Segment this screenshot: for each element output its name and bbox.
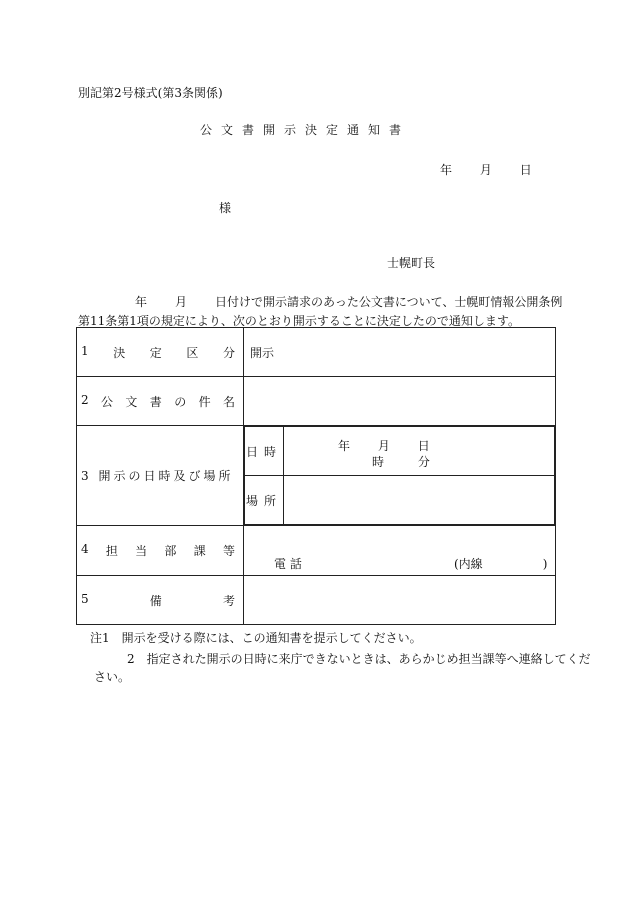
decision-value: 開示 — [244, 328, 556, 377]
table-row-document-title — [77, 377, 556, 426]
row-label-document-title — [77, 377, 244, 426]
date-month-label: 月 — [479, 163, 492, 177]
row-label-datetime-place: 3 開示の日時及び場所 — [77, 426, 244, 526]
note-2: 2 指定された開示の日時に来庁できないときは、あらかじめ担当課等へ連絡してくだ — [127, 652, 591, 666]
department-value — [244, 526, 556, 576]
issuer: 士幌町長 — [387, 256, 436, 270]
datetime-place-cell — [244, 426, 556, 526]
datetime-key: 日時 — [245, 427, 284, 476]
datetime-place-subtable — [244, 426, 555, 525]
label-char: 担 — [105, 544, 118, 558]
label-char: の — [174, 394, 187, 409]
remarks-value — [244, 576, 556, 625]
row-num: 1 — [81, 343, 89, 358]
form-reference: 別記第2号様式(第3条関係) — [78, 86, 223, 100]
label-char: 文 — [125, 394, 138, 409]
dt-hour: 時 — [372, 455, 385, 469]
body-month-label: 月 — [175, 295, 188, 309]
label-char: 公 — [101, 394, 114, 409]
row-label-department — [77, 526, 244, 576]
label-char: 定 — [149, 345, 162, 360]
place-value — [284, 476, 555, 525]
body-text-line1 — [135, 293, 562, 310]
label-char: 決 — [113, 345, 126, 360]
decision-table — [76, 327, 556, 625]
extension-close: ) — [542, 557, 548, 571]
label-char: 備 — [149, 593, 162, 608]
label-char: 課 — [193, 544, 206, 558]
document-title-value — [244, 377, 556, 426]
dt-minute: 分 — [417, 455, 430, 469]
label-char: 区 — [186, 345, 199, 360]
date-day-label: 日 — [519, 163, 532, 177]
addressee: 様 — [219, 201, 232, 215]
label-char: 名 — [222, 394, 235, 409]
dt-year: 年 — [338, 439, 351, 453]
document-title: 公文書開示決定通知書 — [200, 123, 411, 137]
body-text-line2: 第11条第1項の規定により、次のとおり開示することに決定したので通知します。 — [78, 314, 520, 328]
phone-label: 電 話 — [274, 557, 302, 571]
dt-month: 月 — [377, 439, 390, 453]
table-row-decision — [77, 328, 556, 377]
place-key: 場所 — [245, 476, 284, 525]
row-label-remarks — [77, 576, 244, 625]
row-num: 5 — [81, 591, 89, 606]
note-1: 注1 開示を受ける際には、この通知書を提示してください。 — [90, 631, 422, 645]
body-year-label: 年 — [135, 295, 148, 309]
label-char: 分 — [222, 345, 235, 360]
issue-date — [440, 161, 556, 178]
extension-open: (内線 — [454, 557, 483, 571]
label-char: 当 — [135, 544, 148, 558]
date-year-label: 年 — [440, 163, 453, 177]
table-row-datetime-place — [77, 426, 556, 526]
label-char: 件 — [198, 394, 211, 409]
table-row-department — [77, 526, 556, 576]
body-line1-text: 日付けで開示請求のあった公文書について、士幌町情報公開条例 — [215, 295, 563, 309]
table-row-remarks — [77, 576, 556, 625]
label-char: 等 — [222, 544, 235, 558]
label-char: 部 — [164, 544, 177, 558]
note-2-continued: さい。 — [94, 670, 131, 684]
label-char: 考 — [222, 593, 235, 608]
label-char: 書 — [149, 394, 162, 409]
row-label-decision — [77, 328, 244, 377]
row-num: 4 — [81, 542, 89, 556]
row-num: 2 — [81, 392, 89, 407]
dt-day: 日 — [417, 439, 430, 453]
datetime-value — [284, 427, 555, 476]
